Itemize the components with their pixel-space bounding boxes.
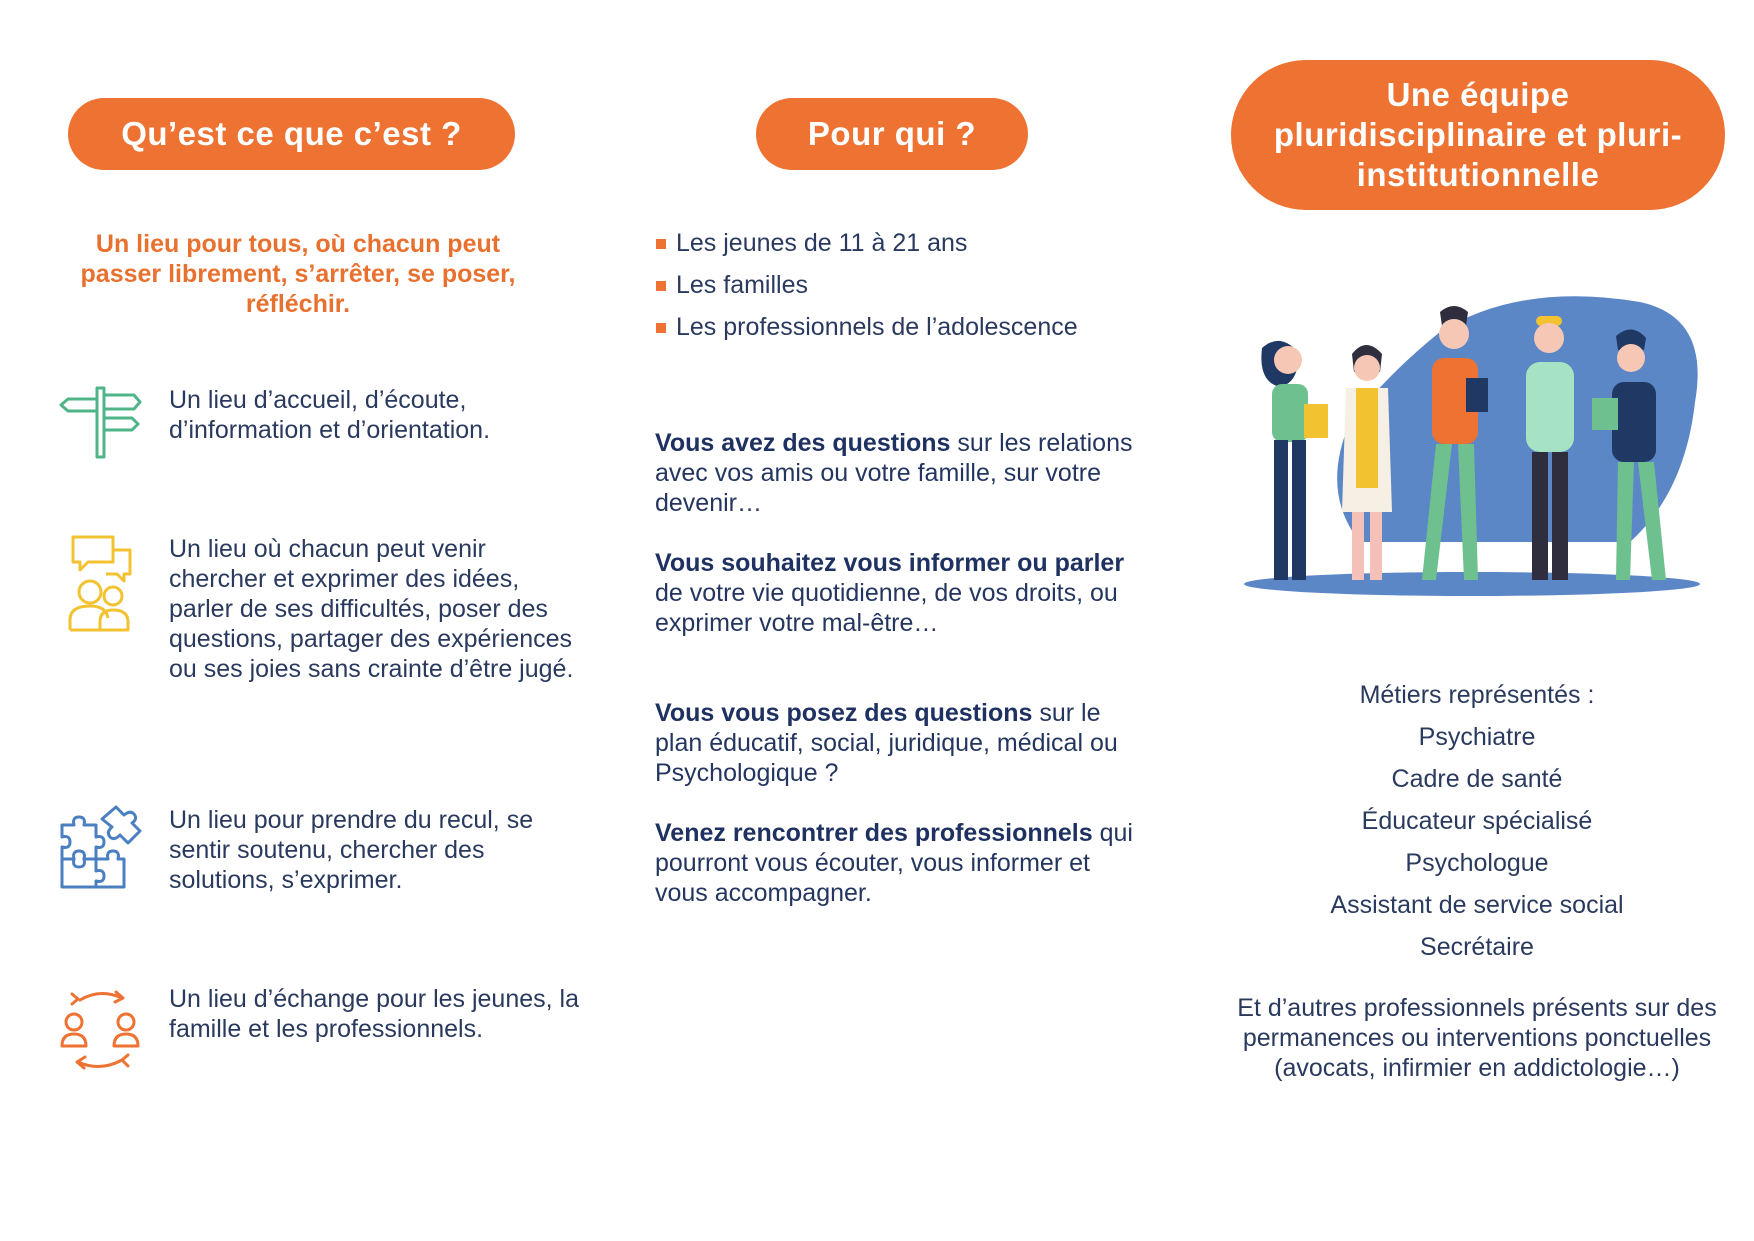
jobs-list [1230,680,1724,974]
bullet-square-icon [656,239,666,249]
question-paragraph: Vous souhaitez vous informer ou parler de votre vie quotidienne, de vos droits, ou exprimer votre mal-être… [655,549,1125,637]
question-paragraph: Vous vous posez des questions sur le plan éducatif, social, juridique, médical ou Psychologique ? [655,699,1118,787]
intro-text: Un lieu pour tous, où chacun peut passer librement, s’arrêter, se poser, réfléchir. [80,230,516,318]
invitation-paragraph: Venez rencontrer des professionnels qui pourront vous écouter, vous informer et vous accompagner. [655,819,1133,907]
section-heading-who: Pour qui ? [756,98,1028,170]
other-professionals-text: Et d’autres professionnels présents sur des permanences ou interventions ponctuelles (avocats, infirmier en addictologie…) [1237,994,1717,1082]
exchange-icon [58,984,143,1074]
list-item: Éducateur spécialisé [1361,807,1593,835]
puzzle-icon [58,805,143,890]
section-heading-team: Une équipe pluridisciplinaire et pluri-institutionnelle [1231,60,1725,210]
list-item: Secrétaire [1420,933,1534,961]
list-item: Psychiatre [1418,723,1536,751]
team-illustration [1240,292,1710,602]
list-item: Assistant de service social [1330,891,1624,919]
list-item: Cadre de santé [1391,765,1563,793]
signpost-icon [58,385,143,470]
question-paragraph: Vous avez des questions sur les relations avec vos amis ou votre famille, sur votre devenir… [655,429,1133,517]
feature-text: Un lieu d’échange pour les jeunes, la famille et les professionnels. [169,985,579,1043]
feature-text: Un lieu pour prendre du recul, se sentir soutenu, chercher des solutions, s’exprimer. [169,806,534,894]
list-item: Psychologue [1405,849,1549,877]
list-item: Les familles [656,270,1078,300]
list-item: Les jeunes de 11 à 21 ans [656,228,1078,258]
list-item: Les professionnels de l’adolescence [656,312,1078,342]
section-heading-what: Qu’est ce que c’est ? [68,98,515,170]
feature-text: Un lieu d’accueil, d’écoute, d’information et d’orientation. [169,386,491,444]
feature-text: Un lieu où chacun peut venir chercher et exprimer des idées, parler de ses difficultés, poser des questions, partager des expériences ou ses joies sans crainte d’être jugé. [169,535,574,683]
chat-people-icon [58,534,143,634]
audience-list [656,228,1078,354]
bullet-square-icon [656,281,666,291]
bullet-square-icon [656,323,666,333]
jobs-title: Métiers représentés : [1359,681,1595,709]
